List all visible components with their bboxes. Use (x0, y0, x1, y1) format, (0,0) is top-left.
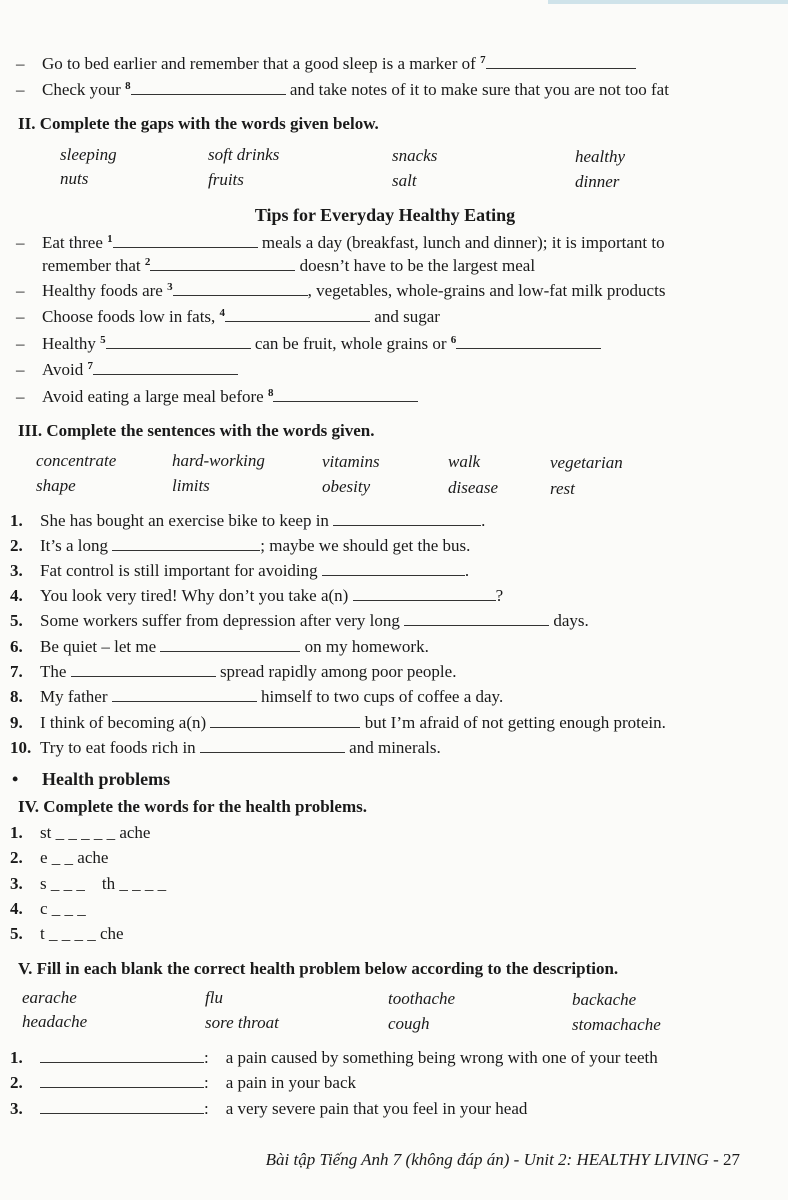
word-box-item: obesity (322, 477, 371, 496)
word-pattern: s _ _ _ th _ _ _ _ (40, 874, 167, 893)
word-box-item: healthy (575, 147, 626, 166)
line-text: I think of becoming a(n) (40, 713, 207, 732)
line-text: . (464, 561, 470, 580)
item-number: 9. (10, 713, 23, 732)
line-text: days. (553, 611, 589, 630)
line-text: Some workers suffer from depression after very long (40, 611, 400, 630)
line-text: on my homework. (304, 637, 429, 656)
word-box-item: snacks (392, 146, 438, 165)
gap-number: 5 (100, 334, 106, 346)
line-text: meals a day (breakfast, lunch and dinner); it is important to (261, 233, 665, 252)
gap-blank[interactable] (173, 280, 308, 296)
word-box-item: concentrate (36, 451, 117, 470)
gap-number: 4 (219, 307, 226, 319)
gap-blank[interactable] (225, 306, 370, 322)
gap-blank-7[interactable] (486, 53, 636, 69)
word-box-item: earache (22, 988, 77, 1007)
line-text: Fat control is still important for avoiding (40, 561, 318, 580)
item-number: 8. (10, 687, 23, 706)
word-box-item: soft drinks (208, 145, 280, 164)
gap-blank[interactable] (160, 636, 300, 652)
gap-number: 8 (125, 80, 131, 92)
word-box-item: stomachache (572, 1015, 661, 1034)
gap-blank[interactable] (150, 255, 295, 271)
gap-number: 7 (87, 360, 93, 372)
gap-blank[interactable] (273, 386, 418, 402)
line-text: It’s a long (40, 536, 108, 555)
line-text: and sugar (374, 307, 440, 326)
gap-blank[interactable] (456, 333, 601, 349)
gap-blank[interactable] (40, 1098, 204, 1114)
footer-book-title: Bài tập Tiếng Anh 7 (không đáp án) - Unit 2: HEALTHY LIVING - (265, 1150, 719, 1169)
word-box-item: rest (550, 479, 575, 498)
line-text: spread rapidly among poor people. (219, 662, 457, 681)
word-box-item: walk (448, 452, 481, 471)
item-number: 6. (10, 637, 23, 656)
line-text: ? (495, 586, 504, 605)
word-pattern: e _ _ ache (40, 848, 109, 867)
word-pattern: t _ _ _ _ che (40, 924, 124, 943)
line-text: . (481, 511, 486, 530)
gap-number: 3 (167, 281, 173, 293)
line-text: a pain caused by something being wrong with one of your teeth (225, 1048, 658, 1067)
gap-blank[interactable] (71, 661, 216, 677)
word-box-item: sore throat (205, 1013, 279, 1032)
word-box-item: toothache (388, 989, 456, 1008)
gap-blank[interactable] (112, 535, 260, 551)
bullet-icon: • (12, 769, 19, 789)
dash: – (16, 360, 25, 379)
dash: – (16, 233, 25, 252)
page-top-edge (548, 0, 788, 4)
word-pattern: st _ _ _ _ _ ache (40, 823, 151, 842)
line-text: Avoid eating a large meal before (42, 387, 264, 406)
line-text: but I’m afraid of not getting enough protein. (364, 713, 666, 732)
dash: – (16, 80, 25, 99)
item-number: 2. (10, 1073, 23, 1092)
line-text: Check your (42, 80, 121, 99)
line-text: My father (40, 687, 108, 706)
word-box-item: disease (448, 478, 499, 497)
word-box-item: vitamins (322, 452, 380, 471)
line-text: can be fruit, whole grains or (254, 334, 447, 353)
dash: – (16, 54, 25, 73)
line-text: Healthy (42, 334, 96, 353)
gap-number: 8 (267, 387, 274, 399)
item-number: 4. (10, 586, 23, 605)
line-text: himself to two cups of coffee a day. (261, 687, 504, 706)
gap-blank[interactable] (200, 737, 345, 753)
gap-blank[interactable] (210, 712, 360, 728)
page-footer (266, 1150, 740, 1170)
word-box-item: hard-working (172, 451, 265, 470)
line-text: She has bought an exercise bike to keep in (40, 511, 329, 530)
page-number: 27 (723, 1150, 740, 1169)
section3-heading: III. Complete the sentences with the words given. (18, 421, 375, 440)
item-number: 4. (10, 899, 23, 918)
gap-blank[interactable] (40, 1047, 204, 1063)
line-text: Eat three (42, 233, 103, 252)
line-text: doesn’t have to be the largest meal (299, 256, 536, 275)
item-number: 1. (10, 511, 23, 530)
item-number: 5. (10, 611, 23, 630)
line-text: Try to eat foods rich in (40, 738, 196, 757)
word-box-item: limits (172, 476, 210, 495)
gap-blank[interactable] (112, 686, 257, 702)
item-number: 2. (10, 848, 23, 867)
gap-blank[interactable] (106, 333, 251, 349)
gap-blank[interactable] (353, 585, 496, 601)
word-box-item: nuts (60, 169, 89, 188)
gap-blank[interactable] (322, 560, 465, 576)
gap-blank[interactable] (40, 1072, 204, 1088)
line-text: Choose foods low in fats, (42, 307, 216, 326)
gap-blank[interactable] (404, 610, 549, 626)
gap-blank-8[interactable] (131, 79, 286, 95)
item-number: 1. (10, 823, 23, 842)
word-box-item: vegetarian (550, 453, 623, 472)
gap-number: 7 (480, 54, 486, 66)
word-box-item: headache (22, 1012, 88, 1031)
dash: – (16, 307, 25, 326)
dash: – (16, 281, 25, 300)
line-text: Avoid (42, 360, 84, 379)
line-text: , vegetables, whole-grains and low-fat milk products (307, 281, 666, 300)
line-text: and minerals. (349, 738, 441, 757)
dash: – (16, 334, 25, 353)
section2-heading: II. Complete the gaps with the words given below. (18, 114, 379, 133)
gap-blank[interactable] (333, 510, 481, 526)
word-pattern: c _ _ _ (40, 899, 86, 918)
word-box-item: dinner (575, 172, 620, 191)
item-number: 5. (10, 924, 23, 943)
line-text: The (40, 662, 67, 681)
line-text: Go to bed earlier and remember that a good sleep is a marker of (42, 54, 476, 73)
line-text: a very severe pain that you feel in your head (225, 1099, 528, 1118)
word-box-item: backache (572, 990, 637, 1009)
word-box-item: cough (388, 1014, 430, 1033)
section-title: Health problems (42, 769, 171, 789)
gap-number: 1 (107, 233, 113, 245)
word-box-item: sleeping (60, 145, 117, 164)
item-number: 10. (10, 738, 32, 757)
word-box-item: shape (36, 476, 76, 495)
word-box-item: fruits (208, 170, 244, 189)
line-text: a pain in your back (225, 1073, 357, 1092)
gap-number: 6 (450, 334, 457, 346)
line-text: remember that (42, 256, 141, 275)
line-text: Be quiet – let me (40, 637, 157, 656)
dash: – (16, 387, 25, 406)
word-box-item: salt (392, 171, 417, 190)
word-box-item: flu (205, 988, 223, 1007)
gap-blank[interactable] (93, 359, 238, 375)
section4-heading: IV. Complete the words for the health problems. (18, 797, 367, 816)
gap-blank[interactable] (113, 232, 258, 248)
line-text: and take notes of it to make sure that you are not too fat (289, 80, 669, 99)
item-number: 2. (10, 536, 23, 555)
line-text: You look very tired! Why don’t you take a(n) (40, 586, 349, 605)
tips-title: Tips for Everyday Healthy Eating (254, 205, 516, 225)
item-number: 7. (10, 662, 23, 681)
item-number: 1. (10, 1048, 23, 1067)
item-number: 3. (10, 561, 23, 580)
gap-number: 2 (144, 256, 151, 268)
line-text: Healthy foods are (42, 281, 163, 300)
section5-heading: V. Fill in each blank the correct health problem below according to the description. (18, 959, 619, 978)
item-number: 3. (10, 874, 23, 893)
line-text: ; maybe we should get the bus. (260, 536, 471, 555)
item-number: 3. (10, 1099, 23, 1118)
